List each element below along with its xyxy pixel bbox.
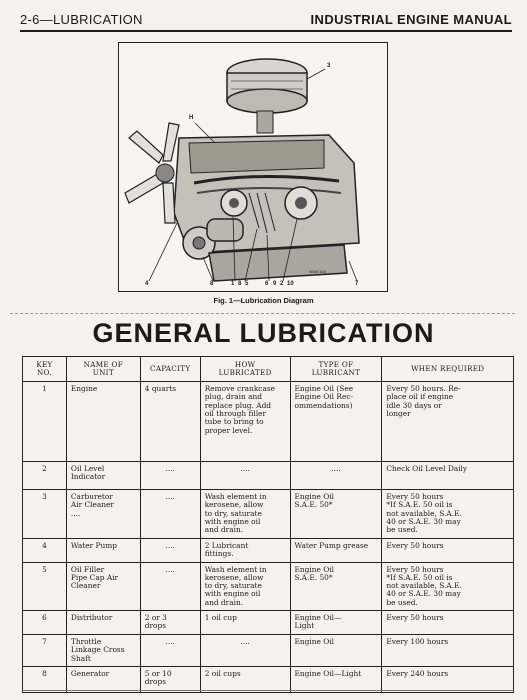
cell-unit: Engine (66, 382, 140, 462)
table-row (23, 610, 514, 634)
cell-type: Water Pump grease (290, 538, 382, 562)
table-row (23, 562, 514, 610)
cell-type: .... (290, 462, 382, 490)
manual-title: INDUSTRIAL ENGINE MANUAL (310, 12, 512, 27)
cell-how: Wash element in kerosene, allow to dry, saturate with engine oil and drain. (200, 562, 290, 610)
section-label: 2-6—LUBRICATION (20, 12, 143, 27)
table-row (23, 490, 514, 538)
cell-type: Engine Oil (290, 634, 382, 666)
header-capacity: CAPACITY (140, 357, 200, 382)
lubrication-table (22, 356, 514, 693)
page-title: GENERAL LUBRICATION (92, 318, 435, 348)
callout-5: 5 (245, 281, 249, 287)
callout-3: 3 (327, 63, 331, 69)
header-type: TYPE OF LUBRICANT (290, 357, 382, 382)
callout-h: H (189, 115, 194, 121)
figure-small-label: 0008 103 (309, 269, 326, 274)
bottom-rule (22, 690, 514, 691)
divider (10, 313, 515, 314)
header-unit: NAME OF UNIT (66, 357, 140, 382)
callout-4: 4 (145, 281, 149, 287)
cell-unit: Oil Level Indicator (66, 462, 140, 490)
cell-key: 3 (23, 490, 67, 538)
callout-8b: 8 (238, 281, 242, 287)
cell-capacity: .... (140, 490, 200, 538)
cell-how: .... (200, 462, 290, 490)
table-row (23, 382, 514, 462)
cell-capacity: .... (140, 634, 200, 666)
callout-9: 9 (273, 281, 277, 287)
cell-unit: Distributor (66, 610, 140, 634)
table-row (23, 666, 514, 692)
cell-when: Every 50 hours. Re- place oil if engine idle 30 days or longer (382, 382, 514, 462)
cell-how: Remove crankcase plug, drain and replace plug. Add oil through filler tube to bring to proper level. (200, 382, 290, 462)
callout-6: 6 (265, 281, 269, 287)
table-header-row (23, 357, 514, 382)
cell-unit: Water Pump (66, 538, 140, 562)
cell-when: Check Oil Level Daily (382, 462, 514, 490)
cell-capacity: .... (140, 462, 200, 490)
cell-capacity: 4 quarts (140, 382, 200, 462)
cell-type: Engine Oil—Light (290, 666, 382, 692)
cell-when: Every 50 hours *If S.A.E. 50 oil is not available, S.A.E. 40 or S.A.E. 30 may be used. (382, 562, 514, 610)
figure-caption: Fig. 1—Lubrication Diagram (213, 296, 314, 305)
cell-type: Engine Oil— Light (290, 610, 382, 634)
table-row (23, 462, 514, 490)
cell-capacity: .... (140, 538, 200, 562)
cell-unit: Generator (66, 666, 140, 692)
callout-2: 2 (280, 281, 284, 287)
cell-type: Engine Oil S.A.E. 50* (290, 490, 382, 538)
engine-illustration (119, 43, 387, 291)
table-row (23, 538, 514, 562)
cell-capacity: 2 or 3 drops (140, 610, 200, 634)
header-key: KEY NO. (23, 357, 67, 382)
cell-key: 7 (23, 634, 67, 666)
cell-when: Every 50 hours (382, 538, 514, 562)
page-header (20, 10, 512, 32)
cell-capacity: .... (140, 562, 200, 610)
header-when: WHEN REQUIRED (382, 357, 514, 382)
cell-when: Every 50 hours *If S.A.E. 50 oil is not available, S.A.E. 40 or S.A.E. 30 may be used. (382, 490, 514, 538)
cell-unit: Oil Filler Pipe Cap Air Cleaner (66, 562, 140, 610)
callout-8a: 8 (210, 281, 214, 287)
cell-type: Engine Oil (See Engine Oil Rec- ommendations) (290, 382, 382, 462)
cell-key: 1 (23, 382, 67, 462)
cell-unit: Carburetor Air Cleaner .... (66, 490, 140, 538)
cell-capacity: 5 or 10 drops (140, 666, 200, 692)
callout-7: 7 (355, 281, 359, 287)
lubrication-diagram (118, 42, 388, 292)
table-row (23, 634, 514, 666)
cell-unit: Throttle Linkage Cross Shaft (66, 634, 140, 666)
header-how: HOW LUBRICATED (200, 357, 290, 382)
cell-how: .... (200, 634, 290, 666)
cell-type: Engine Oil S.A.E. 50* (290, 562, 382, 610)
cell-when: Every 240 hours (382, 666, 514, 692)
cell-how: Wash element in kerosene, allow to dry, saturate with engine oil and drain. (200, 490, 290, 538)
callout-10: 10 (287, 281, 294, 287)
cell-key: 2 (23, 462, 67, 490)
cell-how: 1 oil cup (200, 610, 290, 634)
cell-how: 2 oil cups (200, 666, 290, 692)
cell-key: 5 (23, 562, 67, 610)
cell-when: Every 100 hours (382, 634, 514, 666)
cell-key: 8 (23, 666, 67, 692)
cell-key: 4 (23, 538, 67, 562)
cell-when: Every 50 hours (382, 610, 514, 634)
cell-key: 6 (23, 610, 67, 634)
cell-how: 2 Lubricant fittings. (200, 538, 290, 562)
callout-1: 1 (231, 281, 235, 287)
